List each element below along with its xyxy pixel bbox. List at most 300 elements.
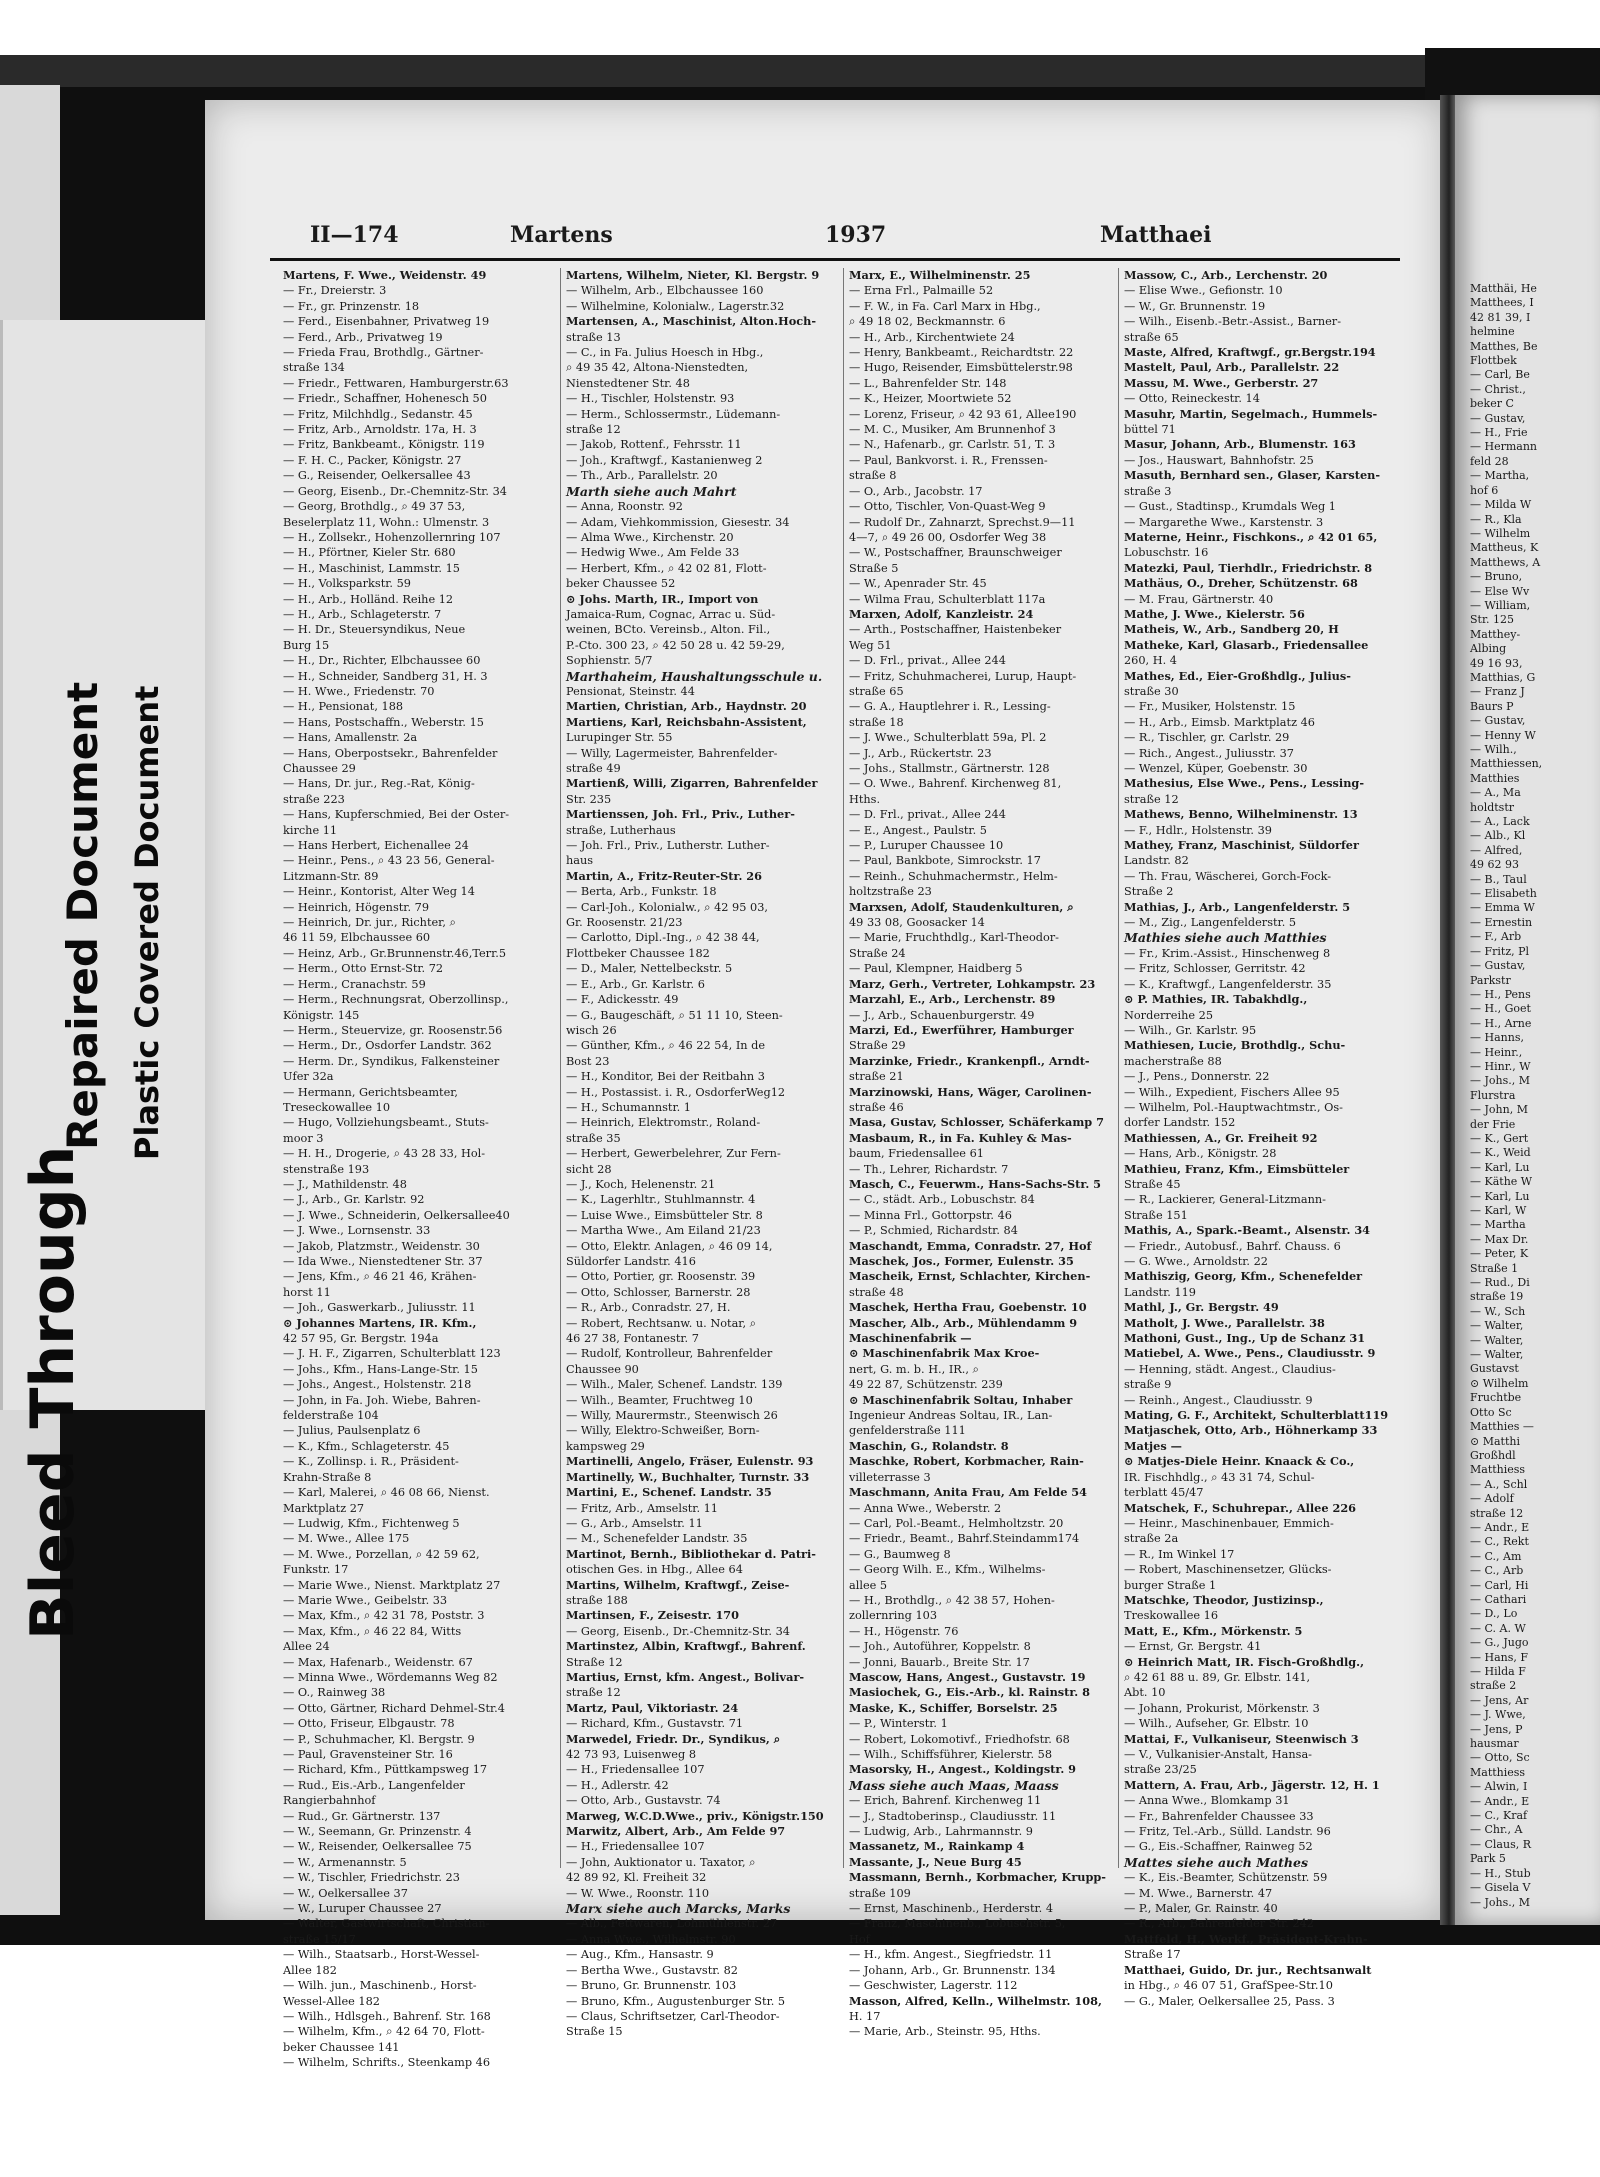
- directory-entry: — Friedr., Beamt., Bahrf.Steindamm174: [849, 1532, 1080, 1546]
- directory-entry: — Heinz, Arb., Gr.Brunnenstr.46,Terr.5: [283, 946, 507, 960]
- directory-entry: straße 23/25: [1124, 1763, 1197, 1777]
- facing-page-entry: — William,: [1470, 598, 1531, 612]
- directory-entry: ⊙ Heinrich Matt, IR. Fisch-Großhdlg.,: [1124, 1654, 1365, 1669]
- directory-entry: Straße 24: [849, 946, 906, 960]
- directory-entry: — Luise Wwe., Eimsbütteler Str. 8: [566, 1208, 763, 1222]
- directory-entry: — Wilh., Hdlsgeh., Bahrenf. Str. 168: [283, 2009, 491, 2023]
- directory-entry: — W., Tischler, Friedrichstr. 23: [283, 1871, 460, 1885]
- directory-entry: — Willy, Maurermstr., Steenwisch 26: [566, 1409, 778, 1423]
- directory-entry: Martini, E., Schenef. Landstr. 35: [566, 1485, 772, 1500]
- facing-page-entry: — D., Lo: [1470, 1607, 1518, 1621]
- directory-entry: — Richard, Kfm., Püttkampsweg 17: [283, 1763, 488, 1777]
- column-divider: [1118, 268, 1119, 1868]
- directory-entry: — Frieda Frau, Brothdlg., Gärtner-: [283, 346, 484, 360]
- directory-entry: — P., Maler, Gr. Rainstr. 40: [1124, 1902, 1278, 1916]
- directory-entry: Mathes, Ed., Eier-Großhdlg., Julius-: [1124, 668, 1351, 683]
- facing-page-entry: — Alb., Kl: [1470, 829, 1526, 843]
- facing-page-entry: — Chr., A: [1470, 1823, 1523, 1837]
- directory-entry: Straße 45: [1124, 1177, 1181, 1191]
- directory-entry: — K., Kfm., Schlageterstr. 45: [283, 1439, 450, 1453]
- directory-entry: Norderreihe 25: [1124, 1008, 1214, 1022]
- directory-entry: — W. Wwe., Roonstr. 110: [566, 1886, 710, 1900]
- directory-entry: — Richard, Kfm., Gustavstr. 71: [566, 1717, 744, 1731]
- facing-page-entry: Matthias, G: [1470, 670, 1536, 684]
- repaired-document-label: Repaired Document: [58, 681, 107, 1150]
- directory-entry: — John, in Fa. Joh. Wiebe, Bahren-: [283, 1393, 481, 1407]
- directory-entry: — R., Arb., Bahrenfelder Str. 242: [1124, 1917, 1314, 1931]
- directory-entry: — Herm., Steuervize, gr. Roosenstr.56: [283, 1023, 503, 1037]
- directory-entry: — Günther, Kfm., ⌕ 46 22 54, In de: [566, 1039, 766, 1053]
- directory-entry: Mathias, J., Arb., Langenfelderstr. 5: [1124, 899, 1351, 914]
- facing-page-entry: Matthiessen,: [1470, 757, 1543, 771]
- directory-entry: Martienssen, Joh. Frl., Priv., Luther-: [566, 807, 795, 822]
- scanner-frame-top: [0, 55, 1600, 87]
- directory-entry: — Anna Wwe., Weberstr. 2: [849, 1501, 1002, 1515]
- directory-entry: — P., Schuhmacher, Kl. Bergstr. 9: [283, 1732, 475, 1746]
- directory-entry: — Herbert, Kfm., ⌕ 42 02 81, Flott-: [566, 561, 767, 575]
- directory-entry: — Georg, Eisenb., Dr.-Chemnitz-Str. 34: [283, 484, 507, 498]
- facing-page-entry: — Otto, Sc: [1470, 1751, 1530, 1765]
- directory-entry: felderstraße 104: [283, 1409, 379, 1423]
- directory-entry: — Otto, Reineckestr. 14: [1124, 392, 1260, 406]
- directory-entry: — K., Lagerhltr., Stuhlmannstr. 4: [566, 1193, 756, 1207]
- directory-entry: Landstr. 82: [1124, 854, 1189, 868]
- facing-page-entry: — Gustav,: [1470, 411, 1526, 425]
- directory-entry: — E., Arb., Gr. Karlstr. 6: [566, 977, 705, 991]
- directory-entry: — Hans, Dr. jur., Reg.-Rat, König-: [283, 777, 475, 791]
- facing-page-entry: Baurs P: [1470, 699, 1514, 713]
- directory-entry: — H., Pensionat, 188: [283, 700, 404, 714]
- directory-entry: Marwitz, Albert, Arb., Am Felde 97: [566, 1824, 786, 1839]
- directory-entry: — Julius, Paulsenplatz 6: [283, 1424, 421, 1438]
- directory-entry: Masuhr, Martin, Segelmach., Hummels-: [1124, 406, 1378, 421]
- facing-page-entry: ⊙ Matthi: [1470, 1434, 1520, 1448]
- facing-page-entry: beker C: [1470, 397, 1514, 411]
- directory-entry: — H., kfm. Angest., Siegfriedstr. 11: [849, 1948, 1053, 1962]
- directory-entry: Mathieu, Franz, Kfm., Eimsbütteler: [1124, 1161, 1350, 1176]
- directory-entry: Sophienstr. 5/7: [566, 654, 653, 668]
- directory-entry: — J., Mathildenstr. 48: [283, 1177, 407, 1191]
- directory-entry: — Georg Wilh. E., Kfm., Wilhelms-: [849, 1563, 1046, 1577]
- directory-entry: — Otto, Portier, gr. Roosenstr. 39: [566, 1270, 756, 1284]
- facing-page-entry: — Else Wv: [1470, 584, 1530, 598]
- facing-page-entry: — C., Am: [1470, 1549, 1522, 1563]
- directory-entry: — Henry, Bankbeamt., Reichardtstr. 22: [849, 346, 1074, 360]
- directory-entry: — H., Tischler, Holstenstr. 93: [566, 392, 735, 406]
- directory-entry: — H., Pförtner, Kieler Str. 680: [283, 546, 456, 560]
- facing-page-entry: — K., Weid: [1470, 1146, 1531, 1160]
- directory-entry: — Ernst, Maschinenb., Herderstr. 4: [849, 1902, 1054, 1916]
- directory-entry: Straße 151: [1124, 1208, 1188, 1222]
- directory-entry: Straße 17: [1124, 1948, 1181, 1962]
- directory-entry: straße 12: [566, 423, 621, 437]
- directory-entry: — John, Auktionator u. Taxator, ⌕: [566, 1855, 756, 1869]
- directory-entry: straße 15/17: [283, 1932, 356, 1946]
- header-left-name: Martens: [510, 222, 613, 248]
- directory-entry: wisch 26: [566, 1023, 617, 1037]
- directory-entry: Matthaei, Guido, Dr. jur., Rechtsanwalt: [1124, 1962, 1372, 1977]
- directory-entry: straße 18: [849, 715, 904, 729]
- directory-entry: straße 2a: [1124, 1532, 1179, 1546]
- facing-page-entry: — H., Stub: [1470, 1866, 1531, 1880]
- directory-entry: nert, G. m. b. H., IR., ⌕: [849, 1362, 979, 1376]
- facing-page-entry: — C. A. W: [1470, 1621, 1526, 1635]
- directory-entry: Mathews, Benno, Wilhelminenstr. 13: [1124, 807, 1358, 822]
- facing-page-entry: — Max Dr.: [1470, 1232, 1529, 1246]
- directory-entry: straße 48: [849, 1285, 904, 1299]
- facing-page-entry: Mattheus, K: [1470, 541, 1539, 555]
- directory-entry: — V., Vulkanisier-Anstalt, Hansa-: [1124, 1748, 1313, 1761]
- facing-page-entry: — J. Wwe,: [1470, 1708, 1526, 1722]
- directory-entry: — O. Wwe., Bahrenf. Kirchenweg 81,: [849, 777, 1062, 791]
- directory-entry: burger Straße 1: [1124, 1578, 1217, 1592]
- directory-entry: Lobuschstr. 16: [1124, 546, 1209, 560]
- facing-page-entry: straße 12: [1470, 1506, 1524, 1520]
- directory-entry: — Carlotto, Dipl.-Ing., ⌕ 42 38 44,: [566, 931, 760, 945]
- directory-entry: Mattern, A. Frau, Arb., Jägerstr. 12, H. 1: [1124, 1777, 1380, 1792]
- directory-entry: — Geschwister, Lagerstr. 112: [849, 1979, 1018, 1993]
- directory-entry: straße 49: [566, 762, 621, 775]
- directory-entry: ⊙ Maschinenfabrik Soltau, Inhaber: [849, 1392, 1073, 1407]
- directory-entry: — Willy, Lagermeister, Bahrenfelder-: [566, 746, 778, 760]
- directory-entry: — Johs., Stallmstr., Gärtnerstr. 128: [849, 762, 1050, 775]
- directory-entry: sicht 28: [566, 1162, 612, 1176]
- directory-column-4: [1124, 268, 1396, 2008]
- directory-entry: — Gust., Stadtinsp., Krumdals Weg 1: [1124, 500, 1336, 514]
- directory-entry: — Ludwig, Kfm., Fichtenweg 5: [283, 1516, 460, 1530]
- directory-entry: 46 27 38, Fontanestr. 7: [566, 1332, 699, 1346]
- directory-entry: — Anna Wwe., Blomkamp 31: [1124, 1794, 1290, 1808]
- directory-entry: Wessel-Allee 182: [283, 1994, 380, 2008]
- facing-page-entry: — Wilh.,: [1470, 743, 1517, 756]
- directory-entry: Weg 51: [849, 638, 892, 652]
- facing-page-entry: Großhdl: [1470, 1448, 1516, 1462]
- directory-entry: straße 223: [283, 792, 345, 806]
- directory-entry: genfelderstraße 111: [849, 1424, 966, 1438]
- directory-entry: Marx siehe auch Marcks, Marks: [566, 1901, 791, 1917]
- directory-entry: — Heinrich, Dr. jur., Richter, ⌕: [283, 916, 456, 930]
- directory-entry: — Hans, Amallenstr. 2a: [283, 731, 418, 745]
- directory-entry: — Herm., Schlossermstr., Lüdemann-: [566, 407, 781, 421]
- facing-page-entry: — K., Gert: [1470, 1131, 1529, 1145]
- directory-entry: Martinelly, W., Buchhalter, Turnstr. 33: [566, 1469, 810, 1484]
- facing-page-entry: Otto Sc: [1470, 1405, 1512, 1419]
- directory-entry: Gr. Roosenstr. 21/23: [566, 916, 683, 930]
- directory-entry: — Hans, Kupferschmied, Bei der Oster-: [283, 808, 510, 822]
- facing-page-entry: — Peter, K: [1470, 1247, 1529, 1261]
- directory-entry: Beselerplatz 11, Wohn.: Ulmenstr. 3: [283, 515, 490, 529]
- directory-entry: H. 17: [849, 2009, 881, 2023]
- directory-entry: Matschke, Theodor, Justizinsp.,: [1124, 1592, 1324, 1607]
- facing-page-entry: — C., Arb: [1470, 1564, 1524, 1578]
- directory-entry: ⌕ 42 61 88 u. 89, Gr. Elbstr. 141,: [1124, 1670, 1311, 1684]
- facing-page-entry: — Hilda F: [1470, 1665, 1526, 1678]
- condition-label: [0, 320, 218, 1640]
- directory-entry: — Wenzel, Küper, Goebenstr. 30: [1124, 762, 1308, 775]
- directory-entry: — Erna Frl., Palmaille 52: [849, 284, 994, 298]
- directory-entry: — Joh., Autoführer, Koppelstr. 8: [849, 1640, 1031, 1654]
- directory-entry: — Fritz, Milchhdlg., Sedanstr. 45: [283, 407, 473, 421]
- facing-page-entry: holdtstr: [1470, 800, 1515, 814]
- directory-entry: — K., Kraftwgf., Langenfelderstr. 35: [1124, 977, 1332, 991]
- directory-entry: — Herbert, Gewerbelehrer, Zur Fern-: [566, 1147, 781, 1161]
- directory-entry: — R., Tischler, gr. Carlstr. 29: [1124, 731, 1290, 745]
- facing-page-entry: — Karl, Lu: [1470, 1160, 1530, 1174]
- directory-entry: weinen, BCto. Vereinsb., Alton. Fil.,: [566, 623, 771, 637]
- facing-page-entry: helmine: [1470, 325, 1515, 339]
- directory-entry: Martienß, Willi, Zigarren, Bahrenfelder: [566, 776, 818, 791]
- facing-page-entry: straße 2: [1470, 1679, 1517, 1693]
- directory-entry: — Jakob, Platzmstr., Weidenstr. 30: [283, 1239, 480, 1253]
- directory-entry: dorfer Landstr. 152: [1124, 1116, 1236, 1130]
- directory-entry: — Adam, Viehkommission, Giesestr. 34: [566, 515, 790, 529]
- directory-entry: Hof: [849, 1932, 870, 1946]
- directory-entry: — Marie Wwe., Geibelstr. 33: [283, 1593, 448, 1607]
- directory-entry: Straße 5: [849, 561, 899, 575]
- directory-entry: — M. Wwe., Porzellan, ⌕ 42 59 62,: [283, 1547, 480, 1561]
- directory-entry: — W., Apenrader Str. 45: [849, 577, 987, 591]
- facing-page-entry: — Jens, Ar: [1470, 1693, 1529, 1707]
- directory-entry: — Th. Frau, Wäscherei, Gorch-Fock-: [1124, 869, 1332, 883]
- directory-entry: Jamaica-Rum, Cognac, Arrac u. Süd-: [566, 607, 776, 621]
- facing-page-entry: — Cathari: [1470, 1592, 1527, 1606]
- facing-page-entry: — Fritz, Pl: [1470, 944, 1530, 958]
- directory-entry: Martens, Wilhelm, Nieter, Kl. Bergstr. 9: [566, 268, 820, 282]
- directory-entry: Straße 15: [566, 2025, 623, 2039]
- facing-page-entry: Matthees, I: [1470, 296, 1534, 310]
- directory-entry: — Joh., Gaswerkarb., Juliusstr. 11: [283, 1301, 476, 1315]
- directory-entry: Martz, Paul, Viktoriastr. 24: [566, 1700, 739, 1715]
- facing-page-entry: feld 28: [1470, 454, 1509, 468]
- directory-entry: beker Chaussee 141: [283, 2040, 400, 2054]
- directory-entry: Maske, K., Schiffer, Borselstr. 25: [849, 1700, 1058, 1715]
- directory-entry: — N., Hafenarb., gr. Carlstr. 51, T. 3: [849, 438, 1056, 452]
- directory-entry: — Robert, Rechtsanw. u. Notar, ⌕: [566, 1316, 756, 1330]
- directory-entry: — Hans, Oberpostsekr., Bahrenfelder: [283, 746, 498, 760]
- facing-page-entry: 49 16 93,: [1470, 656, 1523, 670]
- facing-page-entry: — R., Kla: [1470, 512, 1522, 526]
- directory-entry: straße 8: [849, 469, 897, 483]
- directory-entry: baum, Friedensallee 61: [849, 1147, 984, 1161]
- facing-page-entry: — Christ.,: [1470, 382, 1526, 396]
- directory-entry: — Wilh., Staatsarb., Horst-Wessel-: [283, 1948, 480, 1962]
- directory-entry: — G. Wwe., Arnoldstr. 22: [1124, 1255, 1268, 1268]
- directory-entry: — Ida Wwe., Nienstedtener Str. 37: [283, 1255, 483, 1268]
- directory-entry: straße 12: [566, 1686, 621, 1700]
- directory-entry: straße, Lutherhaus: [566, 823, 676, 837]
- directory-entry: P.-Cto. 300 23, ⌕ 42 50 28 u. 42 59-29,: [566, 638, 785, 652]
- directory-entry: Masa, Gustav, Schlosser, Schäferkamp 7: [849, 1115, 1104, 1130]
- directory-entry: Flottbeker Chaussee 182: [566, 946, 710, 960]
- directory-entry: — H., Arb., Eimsb. Marktplatz 46: [1124, 715, 1315, 729]
- directory-entry: — J., Arb., Schauenburgerstr. 49: [849, 1008, 1035, 1022]
- facing-page-entry: — Rud., Di: [1470, 1276, 1530, 1290]
- directory-entry: Matschek, F., Schuhrepar., Allee 226: [1124, 1500, 1357, 1515]
- directory-entry: Chaussee 90: [566, 1362, 639, 1376]
- directory-entry: Maschinenfabrik —: [849, 1331, 972, 1346]
- header-rule: [270, 258, 1400, 261]
- directory-entry: — Carl-Joh., Kolonialw., ⌕ 42 95 03,: [566, 900, 768, 914]
- directory-entry: — Hans Herbert, Eichenallee 24: [283, 839, 469, 853]
- directory-entry: — H., Maschinist, Lammstr. 15: [283, 561, 460, 575]
- directory-entry: Mascheik, Ernst, Schlachter, Kirchen-: [849, 1269, 1091, 1284]
- directory-entry: — Ernst, Gr. Bergstr. 41: [1124, 1640, 1262, 1654]
- directory-entry: — Aug., Kfm., Hansastr. 9: [566, 1948, 714, 1962]
- directory-entry: Mass siehe auch Maas, Maass: [849, 1777, 1059, 1793]
- directory-entry: Marzi, Ed., Ewerführer, Hamburger: [849, 1022, 1074, 1037]
- facing-page-entry: — Karl, W: [1470, 1204, 1527, 1217]
- directory-entry: — H., Högenstr. 76: [849, 1624, 959, 1638]
- directory-entry: allee 5: [849, 1578, 888, 1592]
- directory-entry: — H., Volksparkstr. 59: [283, 577, 411, 591]
- directory-entry: straße 46: [849, 1100, 904, 1114]
- directory-entry: Allee 24: [283, 1640, 330, 1654]
- facing-page-entry: — Adolf: [1470, 1492, 1514, 1506]
- directory-entry: — L., Bahrenfelder Str. 148: [849, 376, 1007, 390]
- directory-entry: kirche 11: [283, 823, 338, 837]
- directory-entry: Ingenieur Andreas Soltau, IR., Lan-: [849, 1409, 1053, 1423]
- directory-entry: ⊙ Johannes Martens, IR. Kfm.,: [283, 1315, 477, 1330]
- directory-entry: — Herm., Cranachstr. 59: [283, 977, 426, 991]
- directory-entry: Matt, E., Kfm., Mörkenstr. 5: [1124, 1623, 1303, 1638]
- directory-entry: — Rud., Gr. Gärtnerstr. 137: [283, 1809, 441, 1823]
- directory-entry: — W., Oelkersallee 37: [283, 1886, 408, 1900]
- directory-entry: — Bertha Wwe., Gustavstr. 82: [566, 1963, 738, 1977]
- directory-entry: — Th., Lehrer, Richardstr. 7: [849, 1162, 1009, 1176]
- facing-page-entry: Matthey-: [1470, 627, 1521, 641]
- directory-column-2: [566, 268, 838, 2039]
- directory-entry: — Otto, Gärtner, Richard Dehmel-Str.4: [283, 1701, 505, 1715]
- directory-entry: — M., Schenefelder Landstr. 35: [566, 1532, 748, 1546]
- directory-entry: Marxsen, Adolf, Staudenkulturen, ⌕: [849, 899, 1074, 914]
- directory-entry: — H., Brothdlg., ⌕ 42 38 57, Hohen-: [849, 1593, 1055, 1607]
- directory-entry: Marzinke, Friedr., Krankenpfl., Arndt-: [849, 1053, 1090, 1068]
- directory-entry: — Rudolf, Kontrolleur, Bahrenfelder: [566, 1347, 773, 1361]
- directory-entry: — H. H., Drogerie, ⌕ 43 28 33, Hol-: [283, 1147, 486, 1161]
- directory-entry: 46 11 59, Elbchaussee 60: [283, 931, 431, 945]
- facing-page-entry: — H., Arne: [1470, 1016, 1532, 1030]
- facing-page-entry: — John, M: [1470, 1103, 1528, 1117]
- directory-entry: — Herm., Rechnungsrat, Oberzollinsp.,: [283, 993, 509, 1007]
- directory-entry: Mastelt, Paul, Arb., Parallelstr. 22: [1124, 360, 1340, 375]
- directory-entry: — G., Baugeschäft, ⌕ 51 11 10, Steen-: [566, 1008, 783, 1022]
- directory-entry: — Bruno, Kfm., Augustenburger Str. 5: [566, 1994, 786, 2008]
- directory-entry: Mathey, Franz, Maschinist, Süldorfer: [1124, 838, 1359, 853]
- directory-entry: — Karl, Malerei, ⌕ 46 08 66, Nienst.: [283, 1486, 490, 1500]
- directory-entry: Martinstez, Albin, Kraftwgf., Bahrenf.: [566, 1639, 806, 1654]
- directory-entry: — Herm., Otto Ernst-Str. 72: [283, 962, 444, 976]
- directory-entry: Massante, J., Neue Burg 45: [849, 1854, 1022, 1869]
- directory-entry: — Wilh., Maler, Schenef. Landstr. 139: [566, 1378, 783, 1392]
- facing-page-entry: — F., Arb: [1470, 930, 1522, 944]
- directory-entry: — Rich., Angest., Juliusstr. 37: [1124, 746, 1294, 760]
- facing-page-entry: — Bruno,: [1470, 570, 1523, 584]
- header-right-name: Matthaei: [1100, 222, 1212, 248]
- facing-page-entry: — Walter,: [1470, 1348, 1524, 1362]
- facing-page-entry: — Käthe W: [1470, 1175, 1533, 1189]
- directory-entry: — Jens, Kfm., ⌕ 46 21 46, Krähen-: [283, 1270, 477, 1284]
- directory-entry: — Jos., Hauswart, Bahnhofstr. 25: [1124, 453, 1314, 467]
- directory-entry: 42 57 95, Gr. Bergstr. 194a: [283, 1332, 439, 1346]
- directory-entry: — H., Postassist. i. R., OsdorferWeg12: [566, 1085, 786, 1099]
- directory-entry: — Willy, Elektro-Schweißer, Born-: [566, 1424, 760, 1438]
- directory-entry: 49 22 87, Schützenstr. 239: [849, 1378, 1003, 1392]
- directory-entry: — J., Arb., Gr. Karlstr. 92: [283, 1193, 425, 1207]
- directory-entry: — M. Wwe., Allee 175: [283, 1532, 410, 1546]
- directory-entry: — Heinr., Kontorist, Alter Weg 14: [283, 885, 475, 899]
- directory-entry: — J., Stadtoberinsp., Claudiusstr. 11: [849, 1809, 1057, 1823]
- directory-entry: — E., Angest., Paulstr. 5: [849, 823, 987, 837]
- directory-entry: — Fr., Krim.-Assist., Hinschenweg 8: [1124, 946, 1331, 960]
- directory-entry: Maste, Alfred, Kraftwgf., gr.Bergstr.194: [1124, 345, 1376, 360]
- directory-entry: — Anna Wwe., Wilhelmstr. 90: [566, 1932, 736, 1946]
- facing-page-entry: — Carl, Be: [1470, 368, 1530, 382]
- directory-entry: — Jonni, Bauarb., Breite Str. 17: [849, 1655, 1030, 1669]
- directory-entry: otischen Ges. in Hbg., Allee 64: [566, 1563, 743, 1577]
- facing-page-entry: 49 62 93: [1470, 858, 1519, 872]
- directory-entry: — D., Maler, Nettelbeckstr. 5: [566, 962, 733, 976]
- directory-entry: Bost 23: [566, 1054, 610, 1068]
- directory-entry: — P., Schmied, Richardstr. 84: [849, 1224, 1018, 1238]
- directory-entry: Matjaschek, Otto, Arb., Höhnerkamp 33: [1124, 1423, 1378, 1438]
- directory-entry: 42 89 92, Kl. Freiheit 32: [566, 1871, 707, 1885]
- directory-entry: — Walter, Gastwirtschaft, Christian-: [283, 1917, 490, 1931]
- facing-page-entry: Matthes, Be: [1470, 339, 1538, 353]
- directory-entry: — Marie, Arb., Steinstr. 95, Hths.: [849, 2025, 1041, 2039]
- directory-entry: Marwedel, Friedr. Dr., Syndikus, ⌕: [566, 1731, 781, 1746]
- page-number: II—174: [310, 222, 399, 248]
- directory-entry: — Friedr., Autobusf., Bahrf. Chauss. 6: [1124, 1239, 1341, 1253]
- directory-entry: — W., Reisender, Oelkersallee 75: [283, 1840, 472, 1854]
- directory-entry: Mathl, J., Gr. Bergstr. 49: [1124, 1300, 1279, 1315]
- facing-page-entry: — C., Rekt: [1470, 1535, 1529, 1549]
- directory-entry: — C., städt. Arb., Lobuschstr. 84: [849, 1193, 1035, 1207]
- column-divider: [560, 268, 561, 1868]
- directory-entry: Matholt, J. Wwe., Parallelstr. 38: [1124, 1315, 1325, 1330]
- directory-entry: — Erich, Bahrenf. Kirchenweg 11: [849, 1794, 1042, 1808]
- directory-entry: — Herm., Dr., Osdorfer Landstr. 362: [283, 1039, 492, 1053]
- directory-entry: — Reinh., Angest., Claudiusstr. 9: [1124, 1393, 1313, 1407]
- facing-page-entry: — Martha,: [1470, 469, 1530, 483]
- directory-entry: — Wilh., Beamter, Fruchtweg 10: [566, 1393, 753, 1407]
- directory-entry: — H., Zollsekr., Hohenzollernring 107: [283, 530, 501, 544]
- directory-entry: Masch, C., Feuerwm., Hans-Sachs-Str. 5: [849, 1176, 1102, 1191]
- directory-entry: Krahn-Straße 8: [283, 1470, 372, 1484]
- directory-entry: — Th., Arb., Parallelstr. 20: [566, 469, 718, 483]
- directory-entry: Massow, C., Arb., Lerchenstr. 20: [1124, 268, 1328, 282]
- facing-page-entry: — Carl, Hi: [1470, 1578, 1529, 1592]
- facing-page-entry: — W., Sch: [1470, 1304, 1526, 1318]
- directory-entry: — Alma Wwe., Kirchenstr. 20: [566, 530, 734, 544]
- directory-entry: — M. Wwe., Barnerstr. 47: [1124, 1886, 1273, 1900]
- directory-entry: — K., Zollinsp. i. R., Präsident-: [283, 1455, 459, 1469]
- directory-entry: — Franz, Maschinenb., Lobuschstr. 5,: [849, 1917, 1066, 1931]
- directory-entry: — W., Armenannstr. 5: [283, 1855, 407, 1869]
- facing-page-entry: Albing: [1470, 642, 1507, 656]
- directory-entry: Straße 29: [849, 1039, 906, 1053]
- directory-entry: — Robert, Lokomotivf., Friedhofstr. 68: [849, 1732, 1070, 1746]
- directory-entry: kampsweg 29: [566, 1439, 645, 1453]
- directory-entry: stenstraße 193: [283, 1162, 370, 1176]
- directory-entry: ⌕ 49 35 42, Altona-Nienstedten,: [566, 361, 749, 375]
- directory-entry: — W., Postschaffner, Braunschweiger: [849, 546, 1062, 560]
- facing-page-entry: — Gustav,: [1470, 714, 1526, 728]
- facing-page-entry: hausmar: [1470, 1737, 1519, 1751]
- directory-entry: Straße 12: [566, 1655, 623, 1669]
- facing-page-entry: — Alfred,: [1470, 843, 1523, 857]
- directory-entry: Martins, Wilhelm, Kraftwgf., Zeise-: [566, 1577, 790, 1592]
- directory-entry: IR. Fischhdlg., ⌕ 43 31 74, Schul-: [1124, 1470, 1315, 1484]
